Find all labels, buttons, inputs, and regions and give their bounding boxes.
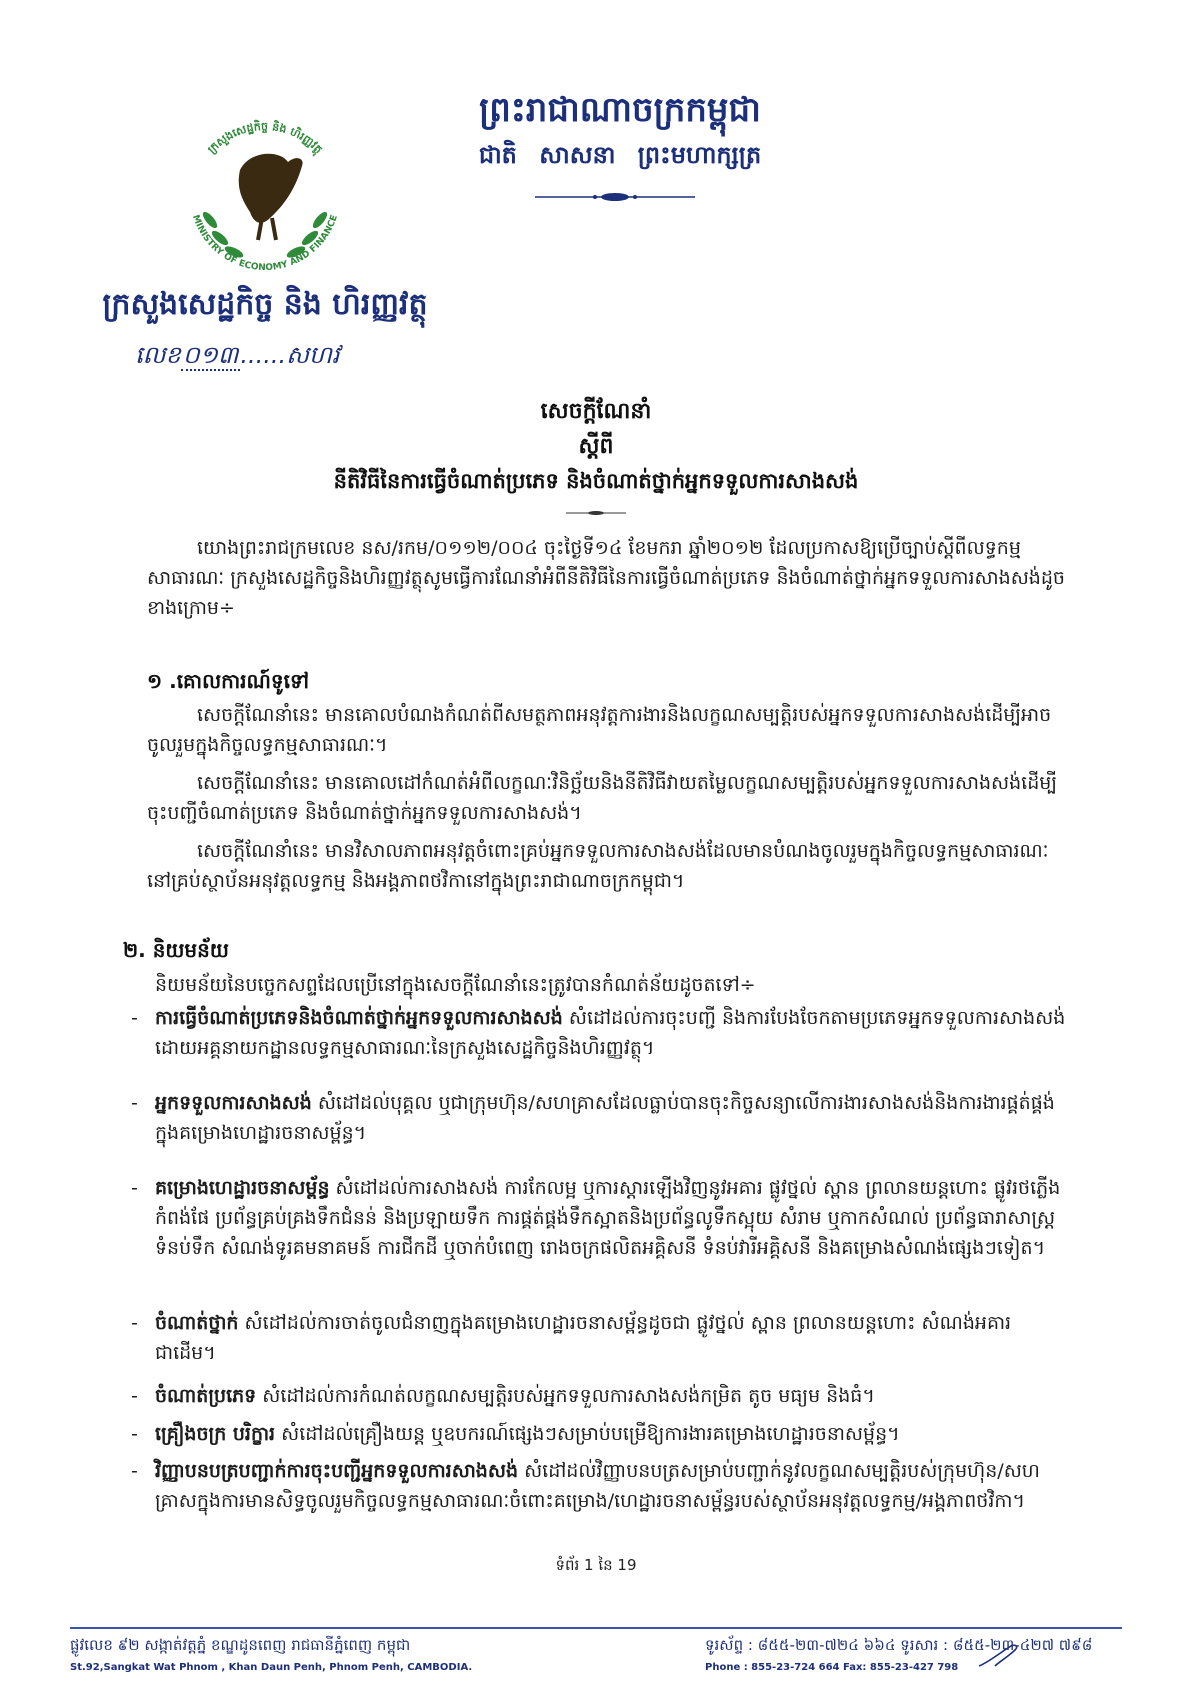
definition-term: ចំណាត់ថ្នាក់ — [155, 1312, 239, 1334]
footer-address — [70, 1636, 472, 1673]
reference-suffix: ......សហវ — [240, 341, 340, 369]
ministry-name: ក្រសួងសេដ្ឋកិច្ច និង ហិរញ្ញវត្ថុ — [102, 287, 428, 322]
title-divider-icon — [566, 510, 626, 516]
seal-bottom-text: MINISTRY OF ECONOMY AND FINANCE — [190, 213, 340, 274]
reference-number — [135, 340, 339, 375]
footer-phone-km: ទូរស័ព្ទ : ៨៥៥-២៣-៧២៤ ៦៦៤ ទូរសារ : ៨៥៥-២៣-៤២៧ ៧៩៨ — [705, 1636, 1093, 1654]
ornament-divider-icon — [535, 190, 695, 204]
national-motto: ជាតិ សាសនា ព្រះមហាក្សត្រ — [478, 141, 762, 169]
definition-item: - ការធ្វើចំណាត់ប្រភេទនិងចំណាត់ថ្នាក់អ្នកទទួលការសាងសង់ សំដៅដល់ការចុះបញ្ជី និងការបែងចែកតាមប្រភេទអ្នកទទួលការសាងសង់ ដោយអគ្គនាយកដ្ឋានលទ្ធកម្មសាធារណៈនៃក្រសួងសេដ្ឋកិច្ចនិងហិរញ្ញវត្ថុ។ — [131, 1007, 1066, 1059]
footer-divider — [70, 1627, 1122, 1629]
section1-paragraph2: សេចក្តីណែនាំនេះ មានគោលដៅកំណត់អំពីលក្ខណៈវិនិច្ឆ័យនិងនីតិវិធីវាយតម្លៃលក្ខណសម្បត្តិរបស់អ្នកទទួលការសាងសង់ដើម្បីចុះបញ្ជីចំណាត់ប្រភេទ និងចំណាត់ថ្នាក់អ្នកទទួលការសាងសង់។ — [147, 772, 1057, 824]
definition-text: សំដៅដល់គ្រឿងយន្ត ឬឧបករណ៍ផ្សេងៗសម្រាប់បម្រើឱ្យការងារគម្រោងហេដ្ឋារចនាសម្ព័ន្ធ។ — [275, 1423, 900, 1445]
definition-term: គ្រឿងចក្រ បរិក្ខារ — [155, 1423, 276, 1445]
section2-heading: ២. និយមន័យ — [123, 938, 229, 962]
reference-value: ០១៣ — [182, 341, 239, 369]
definition-text: សំដៅដល់ការចាត់ចូលជំនាញក្នុងគម្រោងហេដ្ឋារចនាសម្ព័ន្ធដូចជា ផ្លូវថ្នល់ ស្ពាន ព្រលានយន្តហោះ សំណង់អគារ ជាដើម។ — [155, 1312, 1012, 1364]
definition-item: - ចំណាត់ប្រភេទ សំដៅដល់ការកំណត់លក្ខណសម្បត្តិរបស់អ្នកទទួលការសាងសង់កម្រិត តូច មធ្យម និងធំ។ — [131, 1385, 875, 1407]
document-title-line3: នីតិវិធីនៃការធ្វើចំណាត់ប្រភេទ និងចំណាត់ថ្នាក់អ្នកទទួលការសាងសង់ — [333, 469, 859, 493]
handwritten-mark-icon — [975, 1640, 1035, 1670]
definition-term: អ្នកទទួលការសាងសង់ — [155, 1092, 312, 1114]
section1-paragraph1: សេចក្តីណែនាំនេះ មានគោលបំណងកំណត់ពីសមត្ថភាពអនុវត្តការងារនិងលក្ខណសម្បត្តិរបស់អ្នកទទួលការសាងសង់ដើម្បីអាចចូលរួមក្នុងកិច្ចលទ្ធកម្មសាធារណៈ។ — [147, 704, 1052, 756]
intro-paragraph: យោងព្រះរាជក្រមលេខ នស/រកម/០១១២/០០៤ ចុះថ្ងៃទី១៤ ខែមករា ឆ្នាំ២០១២ ដែលប្រកាសឱ្យប្រើច្បាប់ស្តីពីលទ្ធកម្មសាធារណៈ ក្រសួងសេដ្ឋកិច្ចនិងហិរញ្ញវត្ថុសូមធ្វើការណែនាំអំពីនីតិវិធីនៃការធ្វើចំណាត់ប្រភេទ និងចំណាត់ថ្នាក់អ្នកទទួលការសាងសង់ដូចខាងក្រោម÷ — [147, 537, 1065, 619]
ministry-seal-icon — [170, 100, 360, 290]
definition-text: សំដៅដល់ការកំណត់លក្ខណសម្បត្តិរបស់អ្នកទទួលការសាងសង់កម្រិត តូច មធ្យម និងធំ។ — [256, 1385, 875, 1407]
section1-paragraph3: សេចក្តីណែនាំនេះ មានវិសាលភាពអនុវត្តចំពោះគ្រប់អ្នកទទួលការសាងសង់ដែលមានបំណងចូលរួមក្នុងកិច្ចលទ្ធកម្មសាធារណៈនៅគ្រប់ស្ថាប័នអនុវត្តលទ្ធកម្ម និងអង្គភាពថវិកានៅក្នុងព្រះរាជាណាចក្រកម្ពុជា។ — [147, 840, 1049, 892]
definition-item: - គម្រោងហេដ្ឋារចនាសម្ព័ន្ធ សំដៅដល់ការសាងសង់ ការកែលម្អ ឬការស្តារឡើងវិញនូវអគារ ផ្លូវថ្នល់ ស្ពាន ព្រលានយន្តហោះ ផ្លូវរថភ្លើង កំពង់ផែ ប្រព័ន្ធគ្រប់គ្រងទឹកជំនន់ និងប្រឡាយទឹក ការផ្គត់ផ្គង់ទឹកស្អាតនិងប្រព័ន្ធលូទឹកស្អុយ សំរាម ឬកាកសំណល់ ប្រព័ន្ធធារាសាស្ត្រ ទំនប់ទឹក សំណង់ទូរគមនាគមន៍ ការជីកដី ឬចាក់បំពេញ រោងចក្រផលិតអគ្គិសនី ទំនប់វារីអគ្គិសនី និងគម្រោងសំណង់ផ្សេងៗទៀត។ — [131, 1177, 1061, 1259]
definition-term: វិញ្ញាបនបត្របញ្ជាក់ការចុះបញ្ជីអ្នកទទួលការសាងសង់ — [155, 1460, 519, 1482]
definition-item: - គ្រឿងចក្រ បរិក្ខារ សំដៅដល់គ្រឿងយន្ត ឬឧបករណ៍ផ្សេងៗសម្រាប់បម្រើឱ្យការងារគម្រោងហេដ្ឋារចនាសម្ព័ន្ធ។ — [131, 1423, 900, 1445]
page-number: ទំព័រ 1 នៃ 19 — [555, 1556, 637, 1574]
section1-heading: ១ .គោលការណ៍ទូទៅ — [147, 669, 310, 693]
document-title-line2: ស្តីពី — [578, 434, 614, 459]
reference-prefix: លេខ — [135, 341, 181, 369]
definition-text: សំដៅដល់បុគ្គល ឬជាក្រុមហ៊ុន/សហគ្រាសដែលធ្លាប់បានចុះកិច្ចសន្យាលើការងារសាងសង់និងការងារផ្គត់ផ្គង់ក្នុងគម្រោងហេដ្ឋារចនាសម្ព័ន្ធ។ — [155, 1092, 1055, 1144]
definition-text: សំដៅដល់ការសាងសង់ ការកែលម្អ ឬការស្តារឡើងវិញនូវអគារ ផ្លូវថ្នល់ ស្ពាន ព្រលានយន្តហោះ ផ្លូវរថភ្លើង កំពង់ផែ ប្រព័ន្ធគ្រប់គ្រងទឹកជំនន់ និងប្រឡាយទឹក ការផ្គត់ផ្គង់ទឹកស្អាតនិងប្រព័ន្ធលូទឹកស្អុយ សំរាម ឬកាកសំណល់ ប្រព័ន្ធធារាសាស្ត្រ ទំនប់ទឹក សំណង់ទូរគមនាគមន៍ ការជីកដី ឬចាក់បំពេញ រោងចក្រផលិតអគ្គិសនី ទំនប់វារីអគ្គិសនី និងគម្រោងសំណង់ផ្សេងៗទៀត។ — [155, 1177, 1061, 1259]
section2-intro: និយមន័យនៃបច្ចេកសព្ទដែលប្រើនៅក្នុងសេចក្តីណែនាំនេះត្រូវបានកំណត់ន័យដូចតទៅ÷ — [155, 974, 756, 996]
footer-address-en: St.92,Sangkat Wat Phnom , Khan Daun Penh, Phnom Penh, CAMBODIA. — [70, 1662, 473, 1673]
seal-top-text: ក្រសួងសេដ្ឋកិច្ច និង ហិរញ្ញវត្ថុ — [205, 119, 326, 156]
definition-item: - ចំណាត់ថ្នាក់ សំដៅដល់ការចាត់ចូលជំនាញក្នុងគម្រោងហេដ្ឋារចនាសម្ព័ន្ធដូចជា ផ្លូវថ្នល់ ស្ពាន ព្រលានយន្តហោះ សំណង់អគារ ជាដើម។ — [131, 1312, 1012, 1364]
kingdom-title: ព្រះរាជាណាចក្រកម្ពុជា — [479, 90, 761, 130]
footer-phone-en: Phone : 855-23-724 664 Fax: 855-23-427 798 — [705, 1662, 959, 1673]
definition-text: សំដៅដល់វិញ្ញាបនបត្រសម្រាប់បញ្ជាក់នូវលក្ខណសម្បត្តិរបស់ក្រុមហ៊ុន/សហគ្រាសក្នុងការមានសិទ្ធចូលរួមកិច្ចលទ្ធកម្មសាធារណៈចំពោះគម្រោង/ហេដ្ឋារចនាសម្ព័ន្ធរបស់ស្ថាប័នអនុវត្តលទ្ធកម្ម/អង្គភាពថវិកា។ — [155, 1460, 1040, 1512]
definition-text: សំដៅដល់ការចុះបញ្ជី និងការបែងចែកតាមប្រភេទអ្នកទទួលការសាងសង់ ដោយអគ្គនាយកដ្ឋានលទ្ធកម្មសាធារណៈនៃក្រសួងសេដ្ឋកិច្ចនិងហិរញ្ញវត្ថុ។ — [155, 1007, 1066, 1059]
footer-address-km: ផ្លូវលេខ ៩២ សង្កាត់វត្តភ្នំ ខណ្ឌដូនពេញ រាជធានីភ្នំពេញ កម្ពុជា — [70, 1636, 411, 1654]
definition-term: គម្រោងហេដ្ឋារចនាសម្ព័ន្ធ — [155, 1177, 330, 1199]
document-title-line1: សេចក្តីណែនាំ — [540, 399, 652, 424]
svg-text:ក្រសួងសេដ្ឋកិច្ច និង ហិរញ្ញវត្ — [205, 119, 325, 158]
definition-item: - វិញ្ញាបនបត្របញ្ជាក់ការចុះបញ្ជីអ្នកទទួលការសាងសង់ សំដៅដល់វិញ្ញាបនបត្រសម្រាប់បញ្ជាក់នូវលក្ខណសម្បត្តិរបស់ក្រុមហ៊ុន/សហគ្រាសក្នុងការមានសិទ្ធចូលរួមកិច្ចលទ្ធកម្មសាធារណៈចំពោះគម្រោង/ហេដ្ឋារចនាសម្ព័ន្ធរបស់ស្ថាប័នអនុវត្តលទ្ធកម្ម/អង្គភាពថវិកា។ — [131, 1460, 1040, 1512]
definition-item: - អ្នកទទួលការសាងសង់ សំដៅដល់បុគ្គល ឬជាក្រុមហ៊ុន/សហគ្រាសដែលធ្លាប់បានចុះកិច្ចសន្យាលើការងារសាងសង់និងការងារផ្គត់ផ្គង់ក្នុងគម្រោងហេដ្ឋារចនាសម្ព័ន្ធ។ — [131, 1092, 1055, 1144]
definition-term: ការធ្វើចំណាត់ប្រភេទនិងចំណាត់ថ្នាក់អ្នកទទួលការសាងសង់ — [155, 1007, 563, 1029]
definition-term: ចំណាត់ប្រភេទ — [155, 1385, 257, 1407]
